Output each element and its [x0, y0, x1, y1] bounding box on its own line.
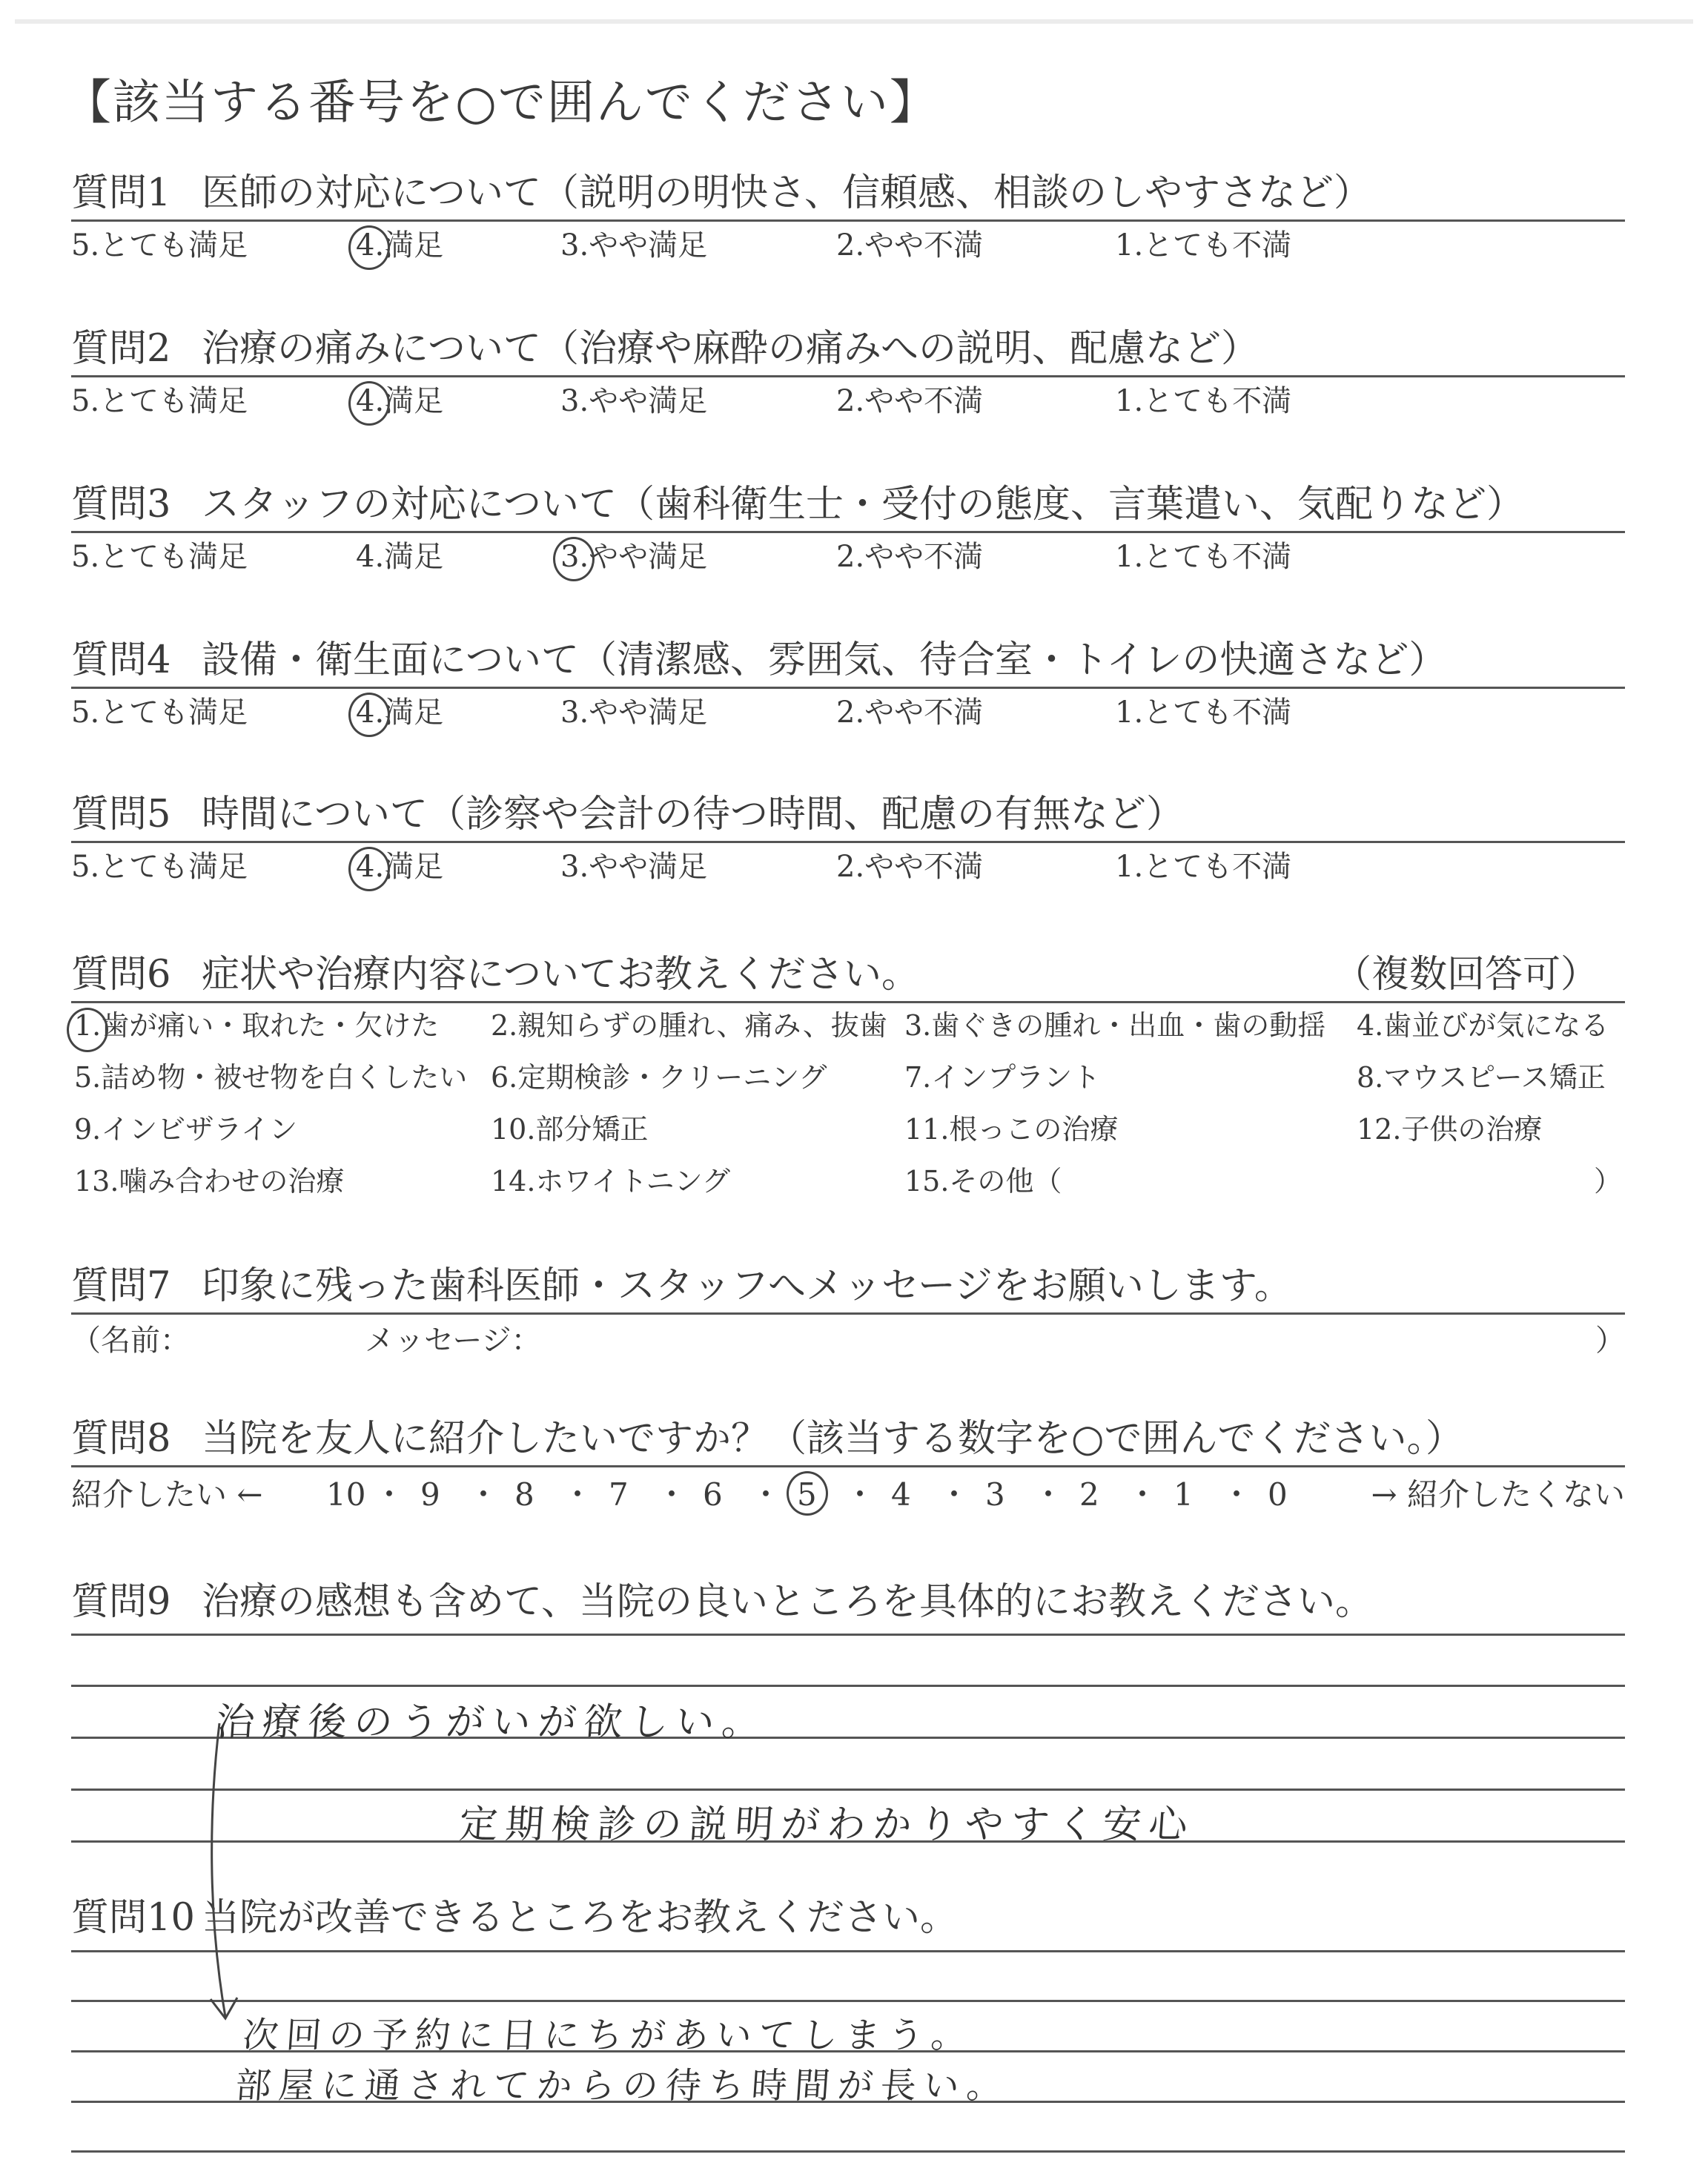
rating-options — [71, 533, 1625, 581]
rating-option[interactable]: 4.満足 — [356, 696, 444, 730]
handwritten-answer-2: 定期検診の説明がわかりやすく安心 — [457, 1803, 1196, 1847]
question-rule — [71, 1001, 1625, 1003]
scale-value[interactable]: 1 — [1174, 1476, 1194, 1513]
question-rule — [71, 1465, 1625, 1467]
scale-value[interactable]: 0 — [1268, 1476, 1288, 1513]
rating-option[interactable]: 5.とても満足 — [71, 384, 248, 418]
question-10-header — [71, 1892, 1625, 1944]
symptom-option[interactable]: ） — [1593, 1165, 1622, 1198]
symptom-option[interactable]: 1.歯が痛い・取れた・欠けた — [74, 1009, 440, 1042]
question-7 — [71, 1261, 1625, 1315]
symptom-option[interactable]: 8.マウスピース矯正 — [1357, 1061, 1606, 1094]
selected-circle-mark — [67, 1008, 108, 1052]
question-text: 医師の対応について（説明の明快さ、信頼感、相談のしやすさなど） — [202, 171, 1371, 215]
symptom-option[interactable]: 2.親知らずの腫れ、痛み、抜歯 — [491, 1009, 887, 1042]
message-close-paren: ） — [1595, 1324, 1625, 1358]
question-6-header — [71, 949, 1625, 1001]
question-8-header — [71, 1413, 1625, 1465]
rating-option[interactable]: 2.やや不満 — [836, 384, 984, 418]
question-8 — [71, 1413, 1625, 1467]
rating-option[interactable]: 1.とても不満 — [1115, 540, 1292, 574]
question-9-header — [71, 1576, 1625, 1628]
scale-value[interactable]: 4 — [891, 1476, 911, 1513]
rating-option[interactable]: 2.やや不満 — [836, 696, 984, 730]
question-text: 印象に残った歯科医師・スタッフへメッセージをお願いします。 — [202, 1264, 1292, 1308]
scale-value[interactable]: 5 — [797, 1476, 817, 1513]
rating-options — [71, 222, 1625, 269]
rating-option[interactable]: 1.とても不満 — [1115, 228, 1292, 262]
rating-options — [71, 689, 1625, 736]
scale-value[interactable]: 8 — [514, 1476, 534, 1513]
handwritten-answer-4: 部屋に通されてからの待ち時間が長い。 — [234, 2065, 1011, 2107]
rating-option[interactable]: 1.とても不満 — [1115, 850, 1292, 884]
selected-circle-mark — [348, 847, 390, 891]
symptom-option[interactable]: 11.根っこの治療 — [904, 1113, 1119, 1146]
symptom-option[interactable]: 15.その他（ — [904, 1165, 1062, 1198]
question-header — [71, 789, 1625, 841]
question-9 — [71, 1576, 1625, 1628]
symptom-option[interactable]: 7.インプラント — [904, 1061, 1101, 1094]
question-number: 質問2 — [71, 327, 171, 371]
symptom-option[interactable]: 12.子供の治療 — [1357, 1113, 1543, 1146]
scale-value[interactable]: 6 — [703, 1476, 723, 1513]
symptom-option[interactable]: 13.噛み合わせの治療 — [74, 1165, 345, 1198]
rating-option[interactable]: 4.満足 — [356, 228, 444, 262]
symptom-option[interactable]: 9.インビザライン — [74, 1113, 298, 1146]
question-7-header — [71, 1261, 1625, 1312]
answer-line — [71, 2000, 1625, 2002]
scale-separator: ・ — [1127, 1476, 1159, 1513]
rating-option[interactable]: 1.とても不満 — [1115, 384, 1292, 418]
symptom-option[interactable]: 5.詰め物・被せ物を白くしたい — [74, 1061, 468, 1094]
rating-option[interactable]: 5.とても満足 — [71, 850, 248, 884]
question-number: 質問3 — [71, 483, 171, 526]
rating-option[interactable]: 3.やや満足 — [560, 540, 708, 574]
question-number: 質問5 — [71, 793, 171, 836]
rating-option[interactable]: 5.とても満足 — [71, 228, 248, 262]
handwritten-answer-3: 次回の予約に日にちがあいてしまう。 — [241, 2015, 976, 2056]
symptom-options — [71, 1005, 1625, 1212]
handwritten-answer-1: 治療後のうがいが欲しい。 — [214, 1700, 769, 1745]
rating-option[interactable]: 4.満足 — [356, 384, 444, 418]
symptom-option[interactable]: 10.部分矯正 — [491, 1113, 649, 1146]
answer-line — [71, 2150, 1625, 2153]
scale-separator: ・ — [468, 1476, 500, 1513]
question-3 — [71, 479, 1625, 581]
question-10 — [71, 1892, 1625, 1944]
selected-circle-mark — [553, 537, 595, 581]
rating-option[interactable]: 4.満足 — [356, 540, 444, 574]
scale-separator: ・ — [656, 1476, 688, 1513]
question-text: 症状や治療内容についてお教えください。 — [202, 953, 919, 997]
scale-left-label: 紹介したい ← — [71, 1476, 263, 1513]
recommend-scale — [71, 1471, 1625, 1519]
multiple-answer-note: （複数回答可） — [1333, 953, 1598, 997]
selected-circle-mark — [348, 381, 390, 426]
message-fields — [71, 1318, 1625, 1363]
rating-option[interactable]: 3.やや満足 — [560, 384, 708, 418]
question-header — [71, 479, 1625, 531]
question-1 — [71, 168, 1625, 269]
rating-option[interactable]: 3.やや満足 — [560, 850, 708, 884]
question-text: 治療の感想も含めて、当院の良いところを具体的にお教えください。 — [202, 1580, 1373, 1624]
rating-option[interactable]: 3.やや満足 — [560, 696, 708, 730]
rating-option[interactable]: 2.やや不満 — [836, 228, 984, 262]
question-header — [71, 323, 1625, 375]
message-label: メッセージ： — [365, 1324, 541, 1358]
answer-line — [71, 1789, 1625, 1791]
question-header — [71, 635, 1625, 687]
selected-circle-mark — [348, 225, 390, 270]
name-label: （名前： — [71, 1324, 190, 1358]
question-5 — [71, 789, 1625, 891]
scale-value[interactable]: 7 — [609, 1476, 629, 1513]
scale-value[interactable]: 3 — [985, 1476, 1005, 1513]
selected-circle-mark — [348, 693, 390, 737]
question-header — [71, 168, 1625, 219]
symptom-option[interactable]: 6.定期検診・クリーニング — [491, 1061, 827, 1094]
scale-right-label: → 紹介したくない — [1371, 1476, 1625, 1513]
rating-option[interactable]: 5.とても満足 — [71, 696, 248, 730]
question-number: 質問6 — [71, 953, 171, 997]
handwritten-arrow-icon — [193, 1720, 259, 2032]
symptom-option[interactable]: 3.歯ぐきの腫れ・出血・歯の動揺 — [904, 1009, 1326, 1042]
question-number: 質問9 — [71, 1580, 171, 1624]
rating-options — [71, 377, 1625, 425]
scale-separator: ・ — [1221, 1476, 1253, 1513]
question-text: スタッフの対応について（歯科衛生士・受付の態度、言葉遣い、気配りなど） — [202, 483, 1524, 526]
scale-value[interactable]: 10 — [326, 1476, 366, 1513]
question-number: 質問1 — [71, 171, 171, 215]
symptom-option[interactable]: 4.歯並びが気になる — [1357, 1009, 1609, 1042]
form-title: 【該当する番号を○で囲んでください】 — [64, 76, 939, 131]
symptom-option[interactable]: 14.ホワイトニング — [491, 1165, 731, 1198]
rating-option[interactable]: 3.やや満足 — [560, 228, 708, 262]
answer-line — [71, 1634, 1625, 1636]
question-number: 質問8 — [71, 1417, 171, 1461]
question-text: 当院が改善できるところをお教えください。 — [202, 1896, 959, 1940]
rating-option[interactable]: 4.満足 — [356, 850, 444, 884]
question-number: 質問4 — [71, 638, 171, 682]
scale-separator: ・ — [844, 1476, 876, 1513]
answer-line — [71, 1685, 1625, 1687]
rating-option[interactable]: 1.とても不満 — [1115, 696, 1292, 730]
scale-separator: ・ — [374, 1476, 406, 1513]
question-text: 当院を友人に紹介したいですか？（該当する数字を○で囲んでください。） — [202, 1417, 1464, 1461]
rating-option[interactable]: 2.やや不満 — [836, 850, 984, 884]
question-text: 治療の痛みについて（治療や麻酔の痛みへの説明、配慮など） — [202, 327, 1259, 371]
question-4 — [71, 635, 1625, 736]
rating-option[interactable]: 5.とても満足 — [71, 540, 248, 574]
rating-options — [71, 843, 1625, 891]
scale-separator: ・ — [562, 1476, 594, 1513]
question-6 — [71, 949, 1625, 1003]
scale-value[interactable]: 9 — [420, 1476, 440, 1513]
question-text: 設備・衛生面について（清潔感、雰囲気、待合室・トイレの快適さなど） — [202, 638, 1447, 682]
scale-value[interactable]: 2 — [1079, 1476, 1099, 1513]
scale-separator: ・ — [939, 1476, 970, 1513]
scale-separator: ・ — [1033, 1476, 1065, 1513]
scale-separator: ・ — [750, 1476, 782, 1513]
rating-option[interactable]: 2.やや不満 — [836, 540, 984, 574]
question-rule — [71, 1312, 1625, 1315]
selected-circle-mark — [787, 1471, 828, 1516]
scan-top-edge — [15, 19, 1693, 24]
question-2 — [71, 323, 1625, 425]
question-number: 質問7 — [71, 1264, 171, 1308]
question-number: 質問10 — [71, 1896, 195, 1940]
answer-line — [71, 1950, 1625, 1952]
question-text: 時間について（診察や会計の待つ時間、配慮の有無など） — [202, 793, 1184, 836]
